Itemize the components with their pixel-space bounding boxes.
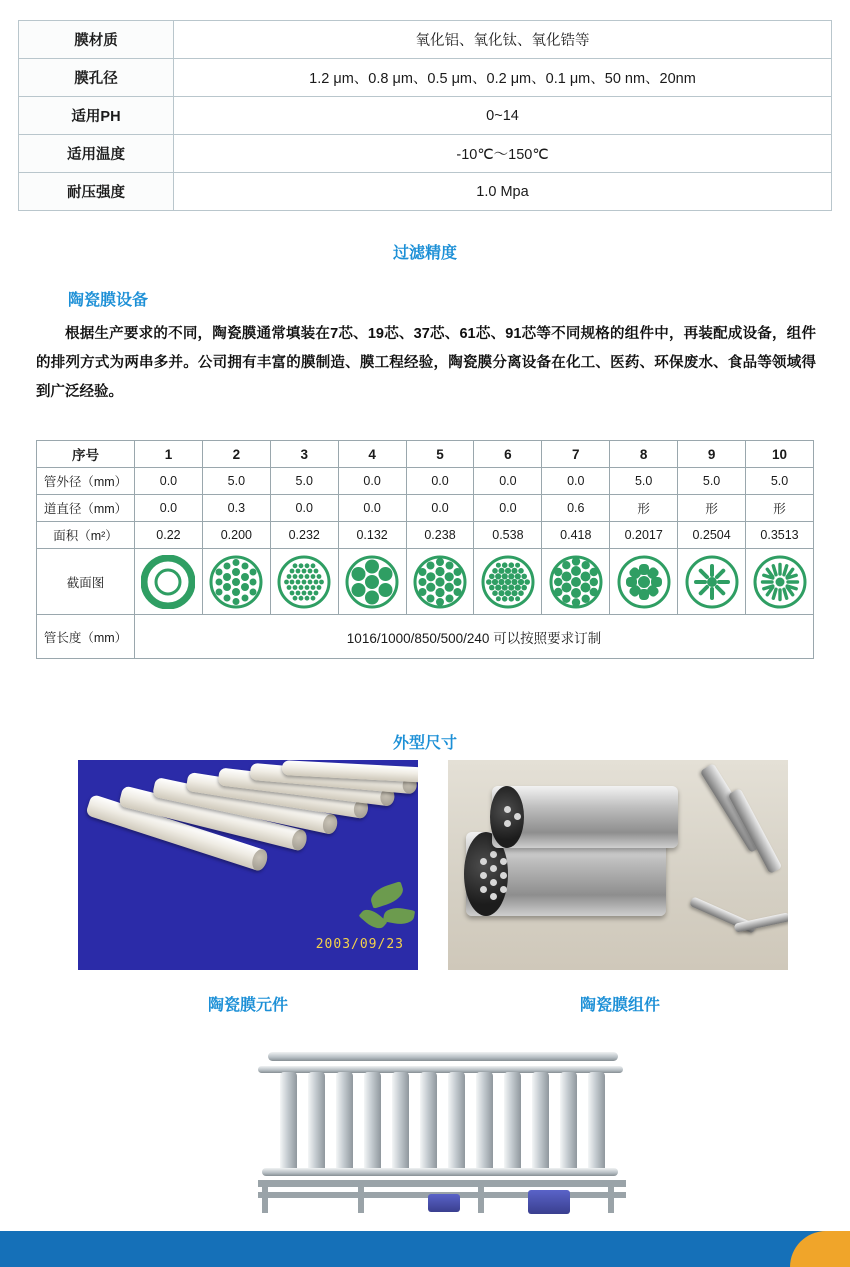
spec-value-temperature: -10℃～150℃ xyxy=(174,135,832,173)
row-label-index: 序号 xyxy=(37,441,135,468)
heading-filtration-precision: 过滤精度 xyxy=(392,245,457,262)
membrane-vessel xyxy=(336,1072,353,1176)
photo-datestamp: 2003/09/23 xyxy=(315,937,404,952)
spec-value-ph: 0~14 xyxy=(174,97,832,135)
pump-motor xyxy=(528,1190,570,1214)
cross-section-3 xyxy=(270,549,338,615)
cross-section-icon-6 xyxy=(481,555,535,609)
module-hole xyxy=(500,886,507,893)
row-label-cross-section: 截面图 xyxy=(37,549,135,615)
rod-end-face xyxy=(290,828,309,852)
table-row xyxy=(19,21,832,59)
cell-outer-dia-9: 5.0 xyxy=(678,468,746,495)
skid-frame-leg xyxy=(478,1187,484,1213)
membrane-vessel xyxy=(476,1072,493,1176)
cross-section-icon-3 xyxy=(277,555,331,609)
cross-section-7 xyxy=(542,549,610,615)
cell-channel-dia-9: 形 xyxy=(678,495,746,522)
cross-section-9 xyxy=(678,549,746,615)
cross-section-icon-9 xyxy=(685,555,739,609)
cell-index-10: 10 xyxy=(746,441,814,468)
cell-channel-dia-1: 0.0 xyxy=(135,495,203,522)
cell-channel-dia-5: 0.0 xyxy=(406,495,474,522)
cell-area-7: 0.418 xyxy=(542,522,610,549)
membrane-module-small xyxy=(492,786,678,848)
cell-index-5: 5 xyxy=(406,441,474,468)
cell-index-6: 6 xyxy=(474,441,542,468)
row-label-area: 面积（m²） xyxy=(37,522,135,549)
module-hole xyxy=(504,820,511,827)
cell-channel-dia-7: 0.6 xyxy=(542,495,610,522)
table-row xyxy=(19,173,832,211)
decorative-leaf xyxy=(383,906,415,927)
bottom-manifold-pipe xyxy=(262,1168,618,1176)
membrane-vessel xyxy=(588,1072,605,1176)
heading-outer-dimensions: 外型尺寸 xyxy=(392,735,457,752)
cell-index-8: 8 xyxy=(610,441,678,468)
photo-ceramic-membrane-elements xyxy=(78,760,418,970)
membrane-vessel xyxy=(560,1072,577,1176)
cross-section-icon-8 xyxy=(617,555,671,609)
table-row xyxy=(37,468,814,495)
cell-channel-dia-2: 0.3 xyxy=(202,495,270,522)
cell-area-2: 0.200 xyxy=(202,522,270,549)
cell-outer-dia-2: 5.0 xyxy=(202,468,270,495)
skid-frame-leg xyxy=(358,1187,364,1213)
module-hole xyxy=(480,886,487,893)
cross-section-icon-1 xyxy=(141,555,195,609)
cell-area-1: 0.22 xyxy=(135,522,203,549)
cell-channel-dia-8: 形 xyxy=(610,495,678,522)
cell-index-3: 3 xyxy=(270,441,338,468)
cross-section-2 xyxy=(202,549,270,615)
membrane-vessel xyxy=(364,1072,381,1176)
table-row xyxy=(37,495,814,522)
cell-area-5: 0.238 xyxy=(406,522,474,549)
cell-outer-dia-1: 0.0 xyxy=(135,468,203,495)
module-hole xyxy=(514,813,521,820)
cell-outer-dia-10: 5.0 xyxy=(746,468,814,495)
spec-label-temperature: 适用温度 xyxy=(19,135,174,173)
rod-end-face xyxy=(250,847,270,872)
cell-outer-dia-4: 0.0 xyxy=(338,468,406,495)
cell-outer-dia-5: 0.0 xyxy=(406,468,474,495)
cell-area-9: 0.2504 xyxy=(678,522,746,549)
cell-outer-dia-3: 5.0 xyxy=(270,468,338,495)
cross-section-8 xyxy=(610,549,678,615)
row-label-tube-length: 管长度（mm） xyxy=(37,615,135,659)
membrane-vessel xyxy=(280,1072,297,1176)
module-hole xyxy=(490,865,497,872)
cell-channel-dia-4: 0.0 xyxy=(338,495,406,522)
table-row xyxy=(19,97,832,135)
caption-element: 陶瓷膜元件 xyxy=(207,997,288,1014)
module-hole xyxy=(490,893,497,900)
decorative-leaf xyxy=(368,881,406,909)
module-hole xyxy=(500,858,507,865)
cell-area-3: 0.232 xyxy=(270,522,338,549)
cell-index-4: 4 xyxy=(338,441,406,468)
membrane-vessel xyxy=(504,1072,521,1176)
cell-area-10: 0.3513 xyxy=(746,522,814,549)
cell-outer-dia-8: 5.0 xyxy=(610,468,678,495)
spec-label-material: 膜材质 xyxy=(19,21,174,59)
table-row xyxy=(19,135,832,173)
spec-label-pressure: 耐压强度 xyxy=(19,173,174,211)
spec-value-material: 氧化铝、氧化钛、氧化锆等 xyxy=(174,21,832,59)
module-hole xyxy=(480,858,487,865)
membrane-vessel xyxy=(308,1072,325,1176)
spec-value-pressure: 1.0 Mpa xyxy=(174,173,832,211)
cell-outer-dia-7: 0.0 xyxy=(542,468,610,495)
cell-area-6: 0.538 xyxy=(474,522,542,549)
photo-ceramic-membrane-skid xyxy=(228,1030,658,1228)
cell-channel-dia-3: 0.0 xyxy=(270,495,338,522)
cross-section-icon-10 xyxy=(753,555,807,609)
module-hole xyxy=(490,851,497,858)
cell-channel-dia-6: 0.0 xyxy=(474,495,542,522)
spec-label-pore-size: 膜孔径 xyxy=(19,59,174,97)
cross-section-5 xyxy=(406,549,474,615)
row-label-outer-diameter: 管外径（mm） xyxy=(37,468,135,495)
cross-section-4 xyxy=(338,549,406,615)
pump-motor xyxy=(428,1194,460,1212)
row-label-channel-diameter: 道直径（mm） xyxy=(37,495,135,522)
caption-module: 陶瓷膜组件 xyxy=(579,997,660,1014)
membrane-vessel xyxy=(420,1072,437,1176)
top-header-pipe xyxy=(268,1052,618,1061)
cell-channel-dia-10: 形 xyxy=(746,495,814,522)
cell-outer-dia-6: 0.0 xyxy=(474,468,542,495)
membrane-vessel xyxy=(532,1072,549,1176)
cell-area-8: 0.2017 xyxy=(610,522,678,549)
table-row xyxy=(19,59,832,97)
membrane-vessel xyxy=(392,1072,409,1176)
spec-label-ph: 适用PH xyxy=(19,97,174,135)
spec-value-pore-size: 1.2 μm、0.8 μm、0.5 μm、0.2 μm、0.1 μm、50 nm、20nm xyxy=(174,59,832,97)
cross-section-10 xyxy=(746,549,814,615)
table-row xyxy=(37,615,814,659)
table-row xyxy=(37,522,814,549)
membrane-spec-table xyxy=(18,20,832,211)
module-hole xyxy=(490,879,497,886)
module-hole xyxy=(480,872,487,879)
heading-ceramic-equipment: 陶瓷膜设备 xyxy=(68,292,149,309)
module-hole xyxy=(504,806,511,813)
cross-section-icon-7 xyxy=(549,555,603,609)
skid-frame-leg xyxy=(262,1187,268,1213)
photo-ceramic-membrane-modules xyxy=(448,760,788,970)
body-paragraph: 根据生产要求的不同，陶瓷膜通常填装在7芯、19芯、37芯、61芯、91芯等不同规格的组件中，再装配成设备，组件的排列方式为两串多并。公司拥有丰富的膜制造、膜工程经验，陶瓷膜分离设备在化工、医药、环保废水、食品等领域得到广泛经验。 xyxy=(36,326,816,400)
cell-index-1: 1 xyxy=(135,441,203,468)
membrane-element-data-table xyxy=(36,440,814,659)
cross-section-icon-2 xyxy=(209,555,263,609)
table-row xyxy=(37,549,814,615)
skid-frame-rail xyxy=(258,1180,626,1187)
skid-frame-leg xyxy=(608,1187,614,1213)
cell-area-4: 0.132 xyxy=(338,522,406,549)
footer-corner-accent xyxy=(790,1231,850,1267)
module-hole xyxy=(500,872,507,879)
rod-end-face xyxy=(321,813,339,835)
cell-tube-length-value: 1016/1000/850/500/240 可以按照要求订制 xyxy=(135,615,814,659)
cell-index-2: 2 xyxy=(202,441,270,468)
table-row xyxy=(37,441,814,468)
cell-index-7: 7 xyxy=(542,441,610,468)
footer-bar xyxy=(0,1231,850,1267)
cross-section-icon-4 xyxy=(345,555,399,609)
cell-index-9: 9 xyxy=(678,441,746,468)
cross-section-6 xyxy=(474,549,542,615)
cross-section-icon-5 xyxy=(413,555,467,609)
decorative-leaf xyxy=(359,905,388,932)
cross-section-1 xyxy=(135,549,203,615)
membrane-vessel xyxy=(448,1072,465,1176)
